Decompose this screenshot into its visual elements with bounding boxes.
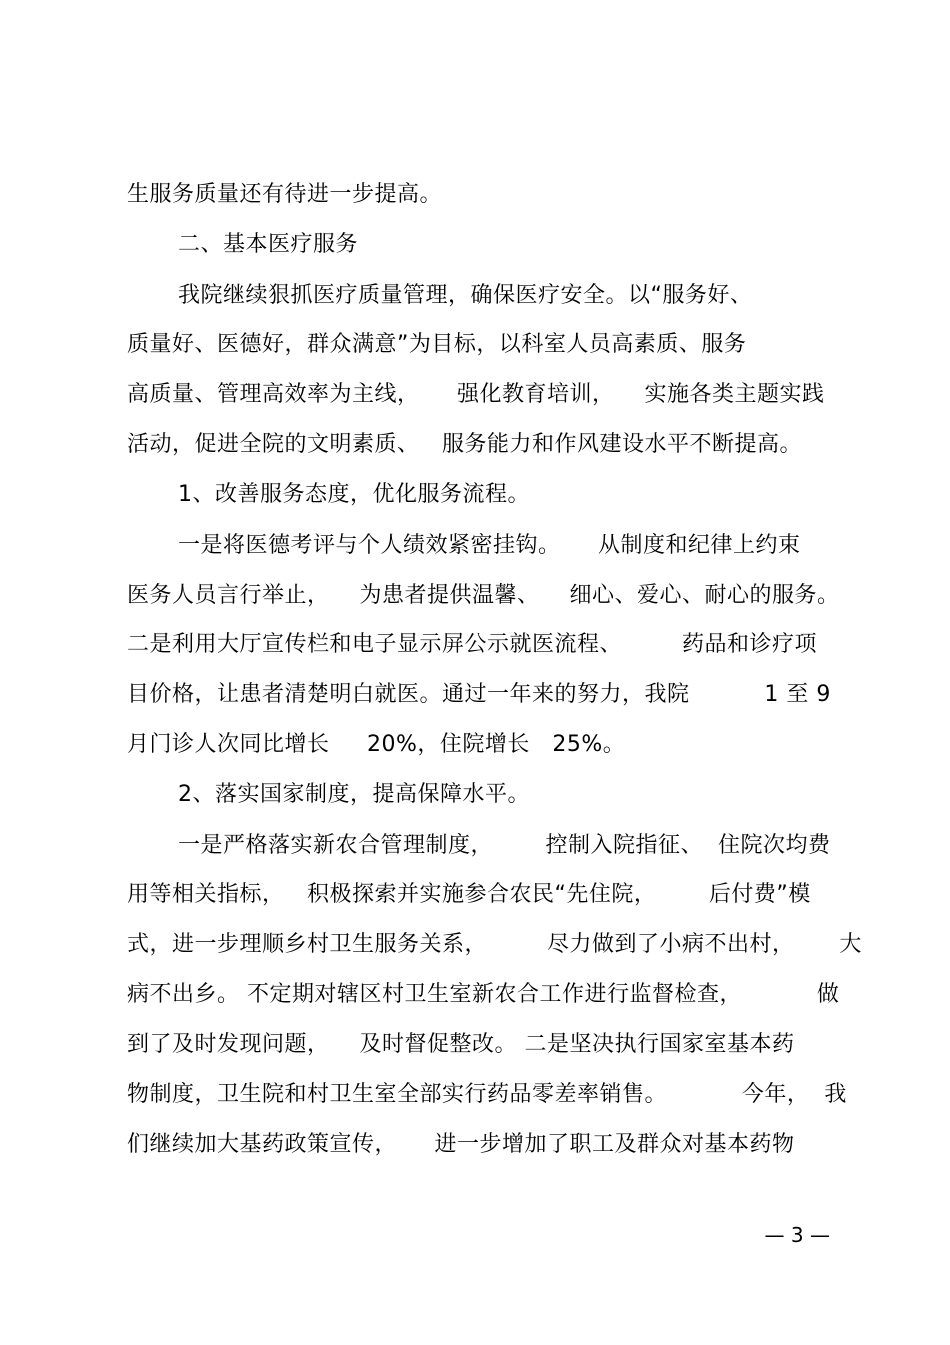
text-line: 一是将医德考评与个人绩效紧密挂钩。 从制度和纪律上约束 [178, 533, 801, 558]
text-line: 式，进一步理顺乡村卫生服务关系， 尽力做到了小病不出村， 大 [127, 932, 862, 957]
text-line: 用等相关指标， 积极探索并实施参合农民“先住院， 后付费”模 [127, 882, 811, 907]
text-line: 生服务质量还有待进一步提高。 [127, 182, 443, 207]
text-line: 我院继续狠抓医疗质量管理，确保医疗安全。以“服务好、 [178, 283, 753, 308]
text-line: 到了及时发现问题， 及时督促整改。 二是坚决执行国家室基本药 [127, 1032, 795, 1057]
page-number: — 3 — [764, 1223, 830, 1247]
section-heading: 二、基本医疗服务 [178, 232, 359, 257]
text-line: 一是严格落实新农合管理制度， 控制入院指征、 住院次均费 [178, 833, 831, 858]
text-line: 医务人员言行举止， 为患者提供温馨、 细心、爱心、耐心的服务。 [127, 583, 840, 608]
text-line: 活动，促进全院的文明素质、 服务能力和作风建设水平不断提高。 [127, 432, 802, 457]
text-line: 病不出乡。 不定期对辖区村卫生室新农合工作进行监督检查， 做 [127, 982, 840, 1007]
text-line: 二是利用大厅宣传栏和电子显示屏公示就医流程、 药品和诊疗项 [127, 632, 817, 657]
text-line: 高质量、管理高效率为主线， 强化教育培训， 实施各类主题实践 [127, 382, 825, 407]
subsection-heading: 1、改善服务态度，优化服务流程。 [178, 482, 530, 507]
text-line: 们继续加大基药政策宣传， 进一步增加了职工及群众对基本药物 [127, 1132, 795, 1157]
text-line: 质量好、医德好，群众满意”为目标，以科室人员高素质、服务 [127, 332, 747, 357]
subsection-heading: 2、落实国家制度，提高保障水平。 [178, 782, 530, 807]
text-line: 目价格，让患者清楚明白就医。通过一年来的努力，我院 1 至 9 [127, 682, 831, 707]
text-line: 物制度，卫生院和村卫生室全部实行药品零差率销售。 今年， 我 [127, 1082, 847, 1107]
text-line: 月门诊人次同比增长 20%，住院增长 25%。 [127, 732, 626, 757]
